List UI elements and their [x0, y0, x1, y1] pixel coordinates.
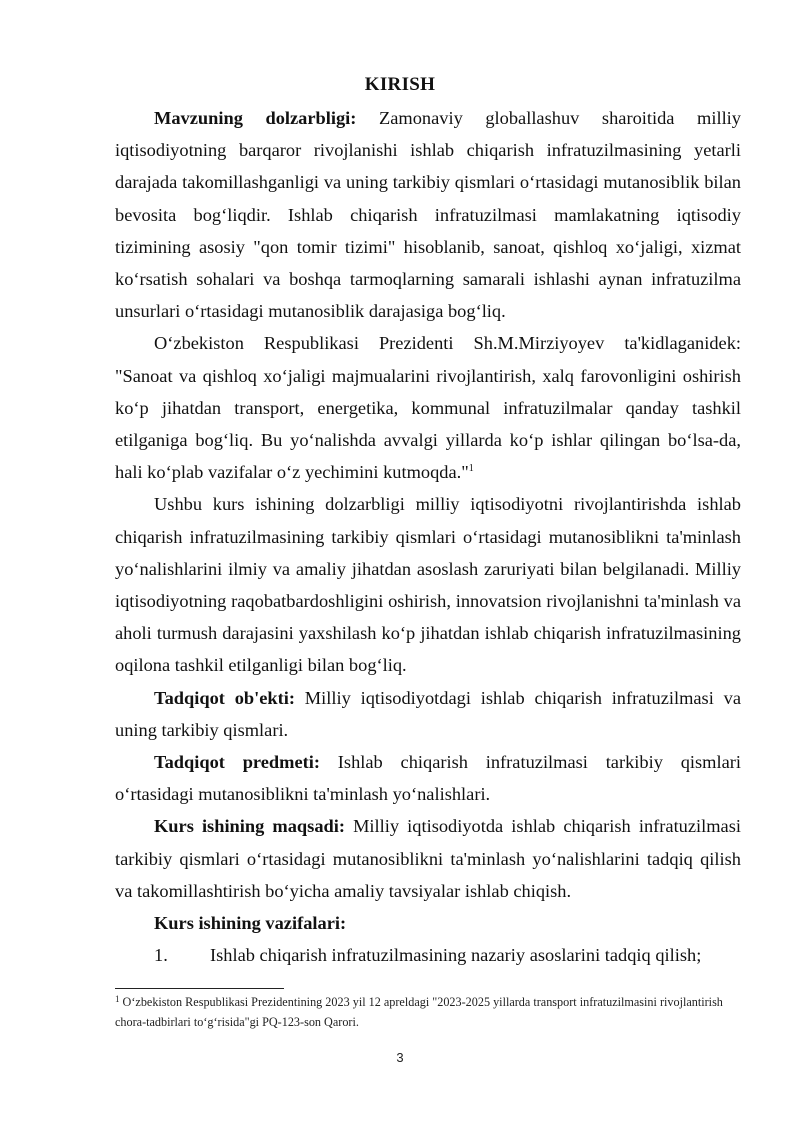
list-item-text: Ishlab chiqarish infratuzilmasining nazariy asoslarini tadqiq qilish; [210, 945, 702, 966]
footnote-mark: 1 [115, 994, 120, 1004]
list-item [115, 939, 741, 971]
label-course-goal: Kurs ishining maqsadi: [154, 816, 345, 837]
section-title: KIRISH [364, 74, 436, 95]
paragraph-relevance [115, 102, 741, 327]
footnote [115, 992, 741, 1032]
paragraph-president-quote [115, 327, 741, 488]
label-research-object: Tadqiqot ob'ekti: [154, 687, 295, 708]
footnote-text: O‘zbekiston Respublikasi Prezidentining 2023 yil 12 apreldagi "2023-2025 yillarda transport infratuzilmasini rivojlantirish chora-tadbirlari to‘g‘risida"gi PQ-123-son Qarori. [115, 995, 723, 1029]
label-relevance: Mavzuning dolzarbligi: [154, 108, 357, 128]
text-relevance: Zamonaviy globallashuv sharoitida milliy iqtisodiyotning barqaror rivojlanishi ishlab chiqarish infratuzilmasining yetarli darajada takomillashganligi va uning tarkibiy qismlari o‘rtasidagi mutanosiblik bilan bevosita bog‘liqdir. Ishlab chiqarish infratuzilmasi mamlakatning iqtisodiy tizimining asosiy "qon tomir tizimi" hisoblanib, sanoat, qishloq xo‘jaligi, xizmat ko‘rsatish sohalari va boshqa tarmoqlarning samarali ishlashi aynan infratuzilma unsurlari o‘rtasidagi mutanosiblik darajasiga bog‘liq. [115, 108, 741, 322]
paragraph-course-goal [115, 810, 741, 907]
text-research-subject: Ishlab chiqarish infratuzilmasi tarkibiy qismlari o‘rtasidagi mutanosiblikni ta'minlash yo‘nalishlari. [115, 752, 741, 805]
label-research-subject: Tadqiqot predmeti: [154, 752, 320, 773]
text-course-relevance: Ushbu kurs ishining dolzarbligi milliy iqtisodiyotni rivojlantirishda ishlab chiqarish infratuzilmasining tarkibiy qismlari o‘rtasidagi mutanosiblikni ta'minlash yo‘nalishlarini ilmiy va amaliy jihatdan asoslash zaruriyati bilan belgilanadi. Milliy iqtisodiyotning raqobatbardoshligini oshirish, innovatsion rivojlanishni ta'minlash va aholi turmush darajasini yaxshilash ko‘p jihatdan ishlab chiqarish infratuzilmasining oqilona tashkil etilganligi bilan bog‘liq. [115, 494, 741, 676]
text-president-quote: O‘zbekiston Respublikasi Prezidenti Sh.M.Mirziyoyev ta'kidlaganidek: "Sanoat va qishloq xo‘jaligi majmualarini rivojlantirish, xalq farovonligini oshirish ko‘p jihatdan transport, energetika, kommunal infratuzilmalar qanday tashkil etilganiga bog‘liq. Bu yo‘nalishda avvalgi yillarda ko‘p ishlar qilingan bo‘lsa-da, hali ko‘plab vazifalar o‘z yechimini kutmoqda." [115, 333, 741, 483]
list-item-number: 1. [154, 945, 168, 966]
label-course-tasks: Kurs ishining vazifalari: [154, 913, 347, 934]
paragraph-course-relevance [115, 488, 741, 681]
paragraph-research-object [115, 682, 741, 746]
text-research-object: Milliy iqtisodiyotdagi ishlab chiqarish infratuzilmasi va uning tarkibiy qismlari. [115, 687, 741, 740]
paragraph-course-tasks [115, 907, 741, 939]
footnote-divider [115, 988, 284, 989]
paragraph-research-subject [115, 746, 741, 810]
footnote-reference[interactable]: 1 [468, 463, 474, 475]
text-course-goal: Milliy iqtisodiyotda ishlab chiqarish infratuzilmasi tarkibiy qismlari o‘rtasidagi mutanosiblikni ta'minlash yo‘nalishlarini tadqiq qilish va takomillashtirish bo‘yicha amaliy tavsiyalar ishlab chiqish. [115, 816, 741, 901]
page-number: 3 [396, 1050, 404, 1065]
body-text [115, 102, 741, 971]
